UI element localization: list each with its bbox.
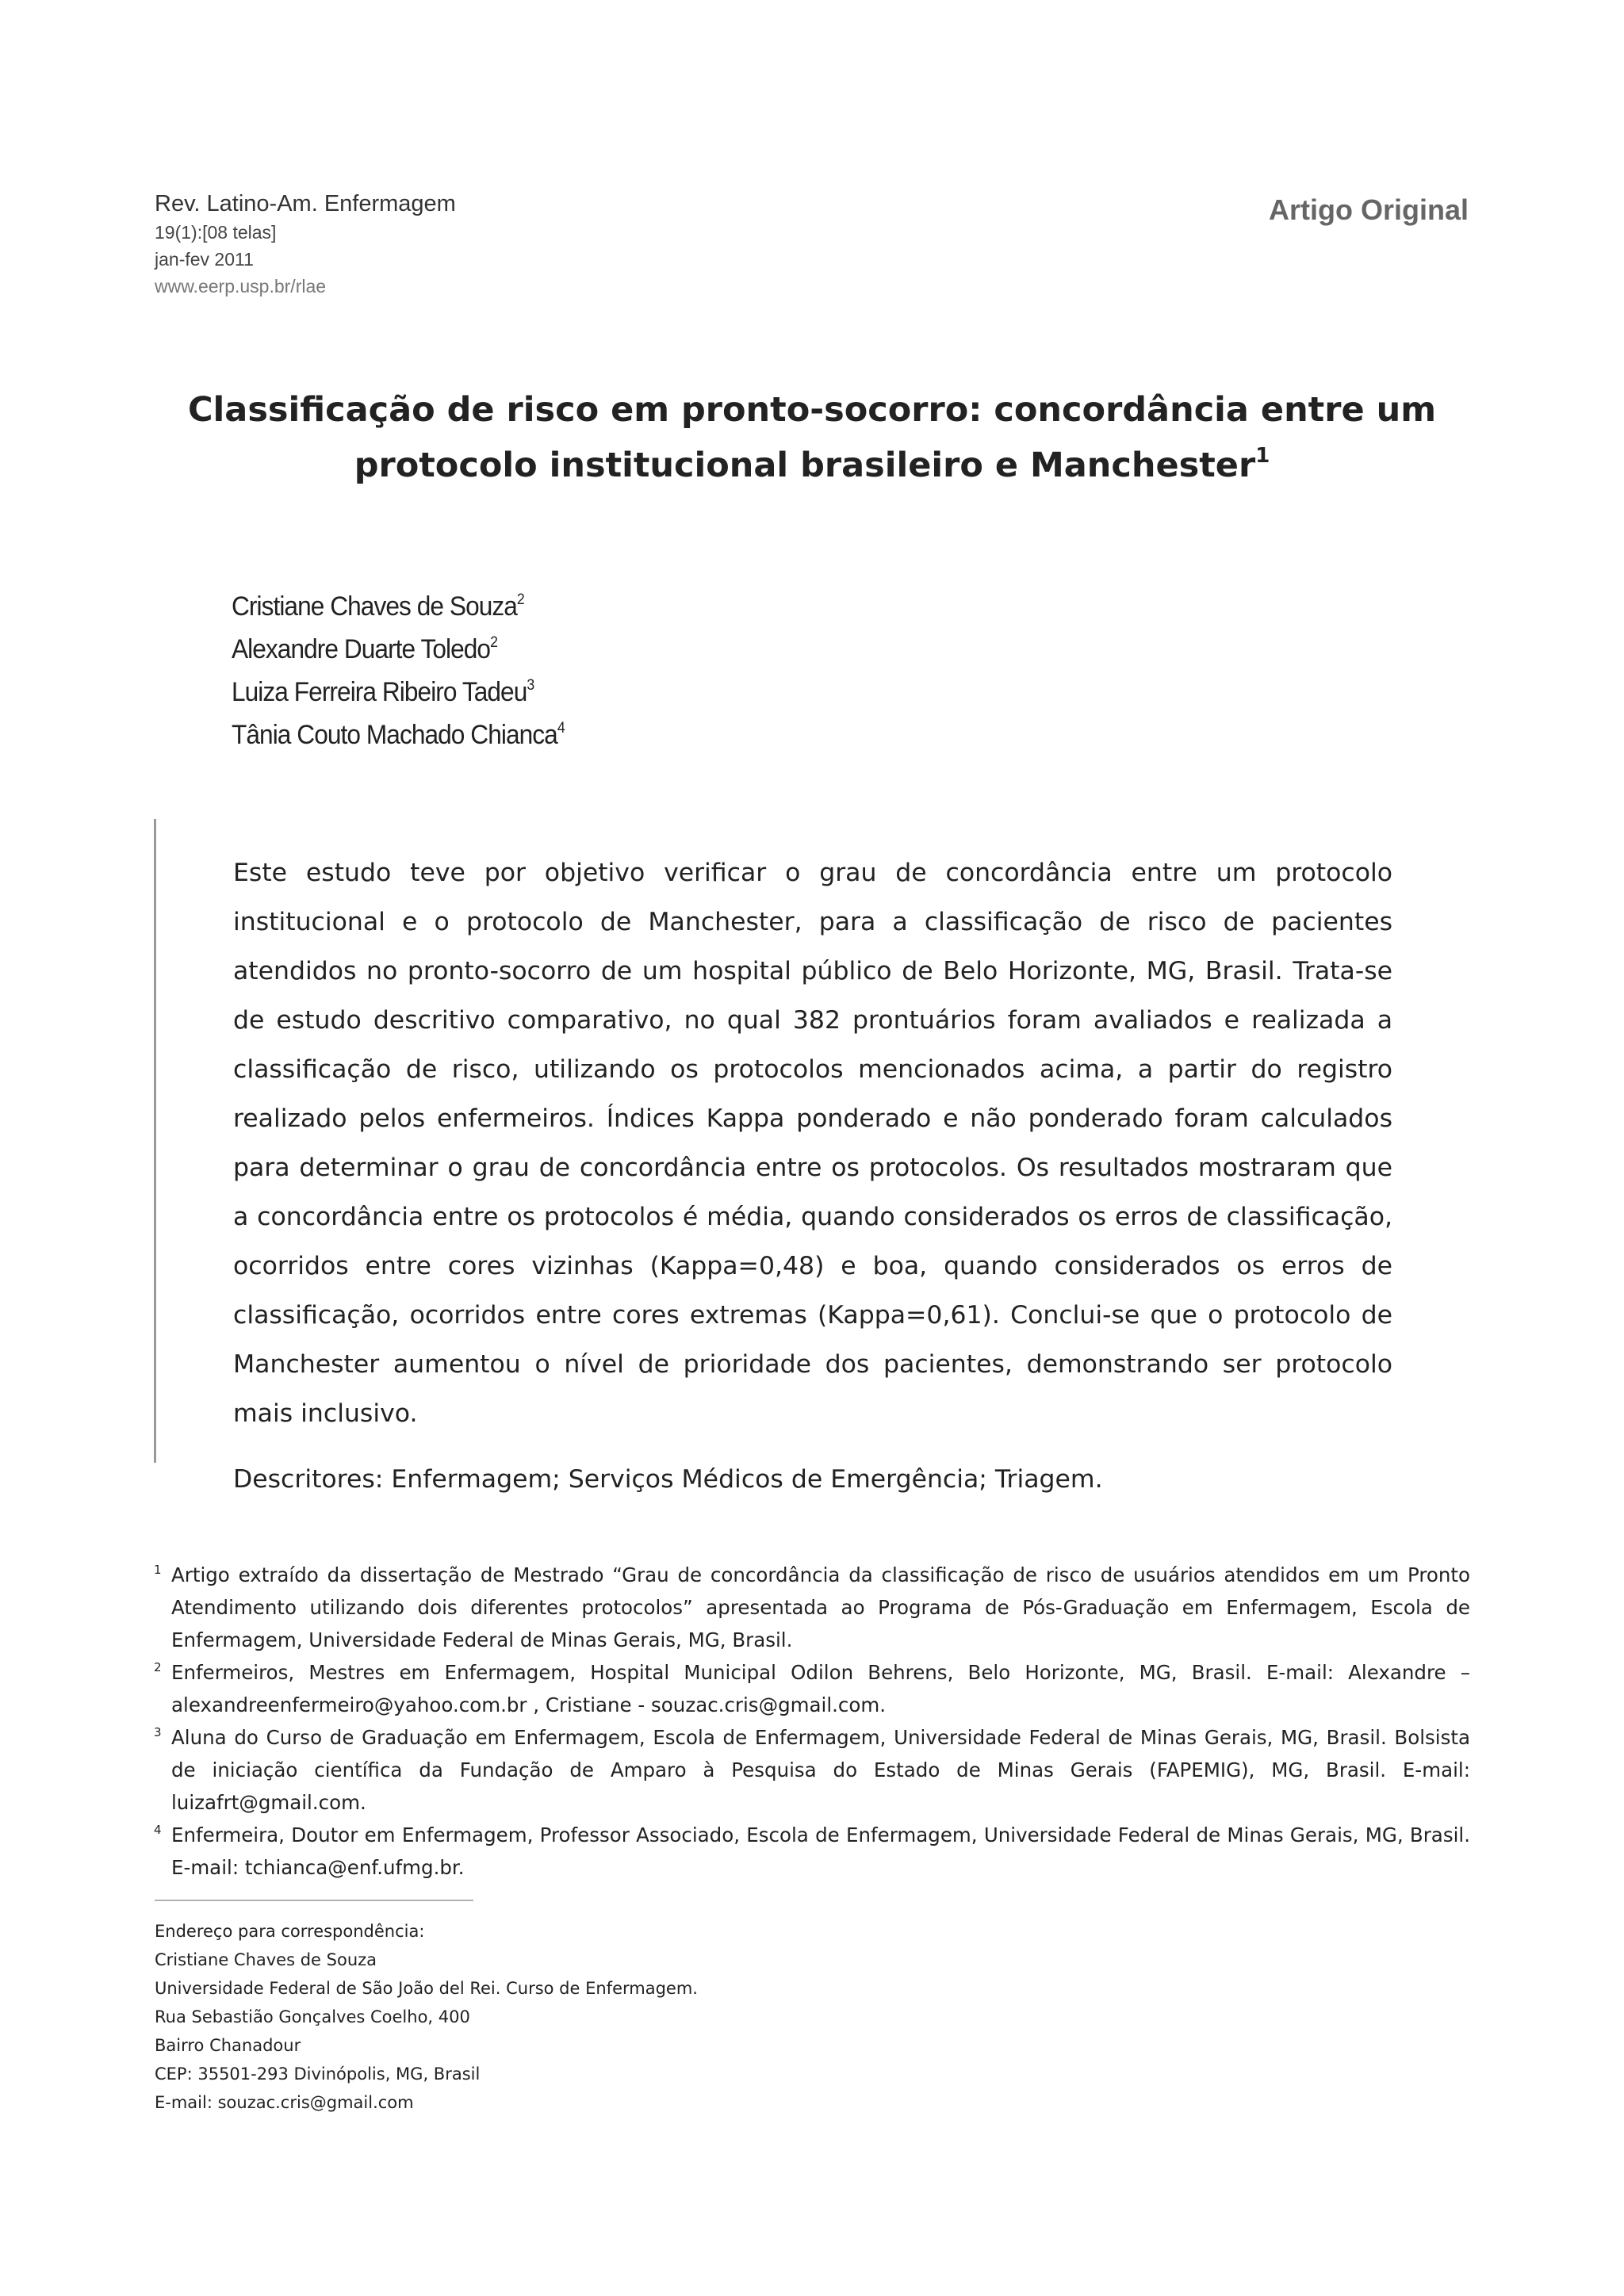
correspondence-postal: CEP: 35501-293 Divinópolis, MG, Brasil (155, 2064, 481, 2084)
correspondence-district: Bairro Chanadour (155, 2036, 301, 2055)
correspondence-street: Rua Sebastião Gonçalves Coelho, 400 (155, 2007, 470, 2026)
keywords: Descritores: Enfermagem; Serviços Médicos de Emergência; Triagem. (233, 1465, 1103, 1494)
footnote-item (154, 1721, 1470, 1819)
author-item (232, 585, 565, 628)
title-line-1: Classificação de risco em pronto-socorro: concordância entre um (188, 390, 1436, 430)
author-footnote-ref[interactable]: 4 (557, 720, 565, 737)
abstract-block (233, 848, 1392, 1495)
correspondence-name: Cristiane Chaves de Souza (155, 1950, 377, 1969)
correspondence-address (155, 1917, 698, 2117)
footnote-text: Artigo extraído da dissertação de Mestrado “Grau de concordância da classificação de risco de usuários atendidos em um Pronto Atendimento utilizando dois diferentes protocolos” apresentada ao Programa de Pós-Graduação em Enfermagem, Escola de Enfermagem, Universidade Federal de Minas Gerais, MG, Brasil. (171, 1563, 1470, 1651)
article-type: Artigo Original (1269, 193, 1469, 226)
journal-issue: 19(1):[08 telas] (155, 222, 277, 243)
author-name: Cristiane Chaves de Souza (232, 591, 517, 622)
footnote-item (154, 1559, 1470, 1656)
author-item (232, 628, 565, 671)
correspondence-email[interactable]: E-mail: souzac.cris@gmail.com (155, 2093, 414, 2112)
author-footnote-ref[interactable]: 2 (516, 591, 524, 608)
footnote-divider (155, 1900, 473, 1901)
footnote-text: Aluna do Curso de Graduação em Enfermagem, Escola de Enfermagem, Universidade Federal de Minas Gerais, MG, Brasil. Bolsista de iniciação científica da Fundação de Amparo à Pesquisa do Estado de Minas Gerais (FAPEMIG), MG, Brasil. E-mail: luizafrt@gmail.com. (171, 1726, 1470, 1814)
author-name: Luiza Ferreira Ribeiro Tadeu (232, 677, 527, 707)
journal-url[interactable]: www.eerp.usp.br/rlae (155, 276, 327, 297)
author-name: Tânia Couto Machado Chianca (232, 720, 557, 750)
journal-date: jan-fev 2011 (155, 249, 254, 270)
correspondence-heading: Endereço para correspondência: (155, 1922, 425, 1941)
abstract-text: Este estudo teve por objetivo verificar o grau de concordância entre um protocolo institucional e o protocolo de Manchester, para a classificação de risco de pacientes atendidos no pronto-socorro de um hospital público de Belo Horizonte, MG, Brasil. Trata-se de estudo descritivo comparativo, no qual 382 prontuários foram avaliados e realizada a classificação de risco, utilizando os protocolos mencionados acima, a partir do registro realizado pelos enfermeiros. Índices Kappa ponderado e não ponderado foram calculados para determinar o grau de concordância entre os protocolos. Os resultados mostraram que a concordância entre os protocolos é média, quando considerados os erros de classificação, ocorridos entre cores vizinhas (Kappa=0,48) e boa, quando considerados os erros de classificação, ocorridos entre cores extremas (Kappa=0,61). Conclui-se que o protocolo de Manchester aumentou o nível de prioridade dos pacientes, demonstrando ser protocolo mais inclusivo. (233, 859, 1392, 1428)
author-list (232, 585, 589, 756)
footnotes (154, 1559, 1470, 1884)
title-footnote-ref[interactable]: 1 (1255, 444, 1270, 468)
footnote-number: 2 (154, 1660, 162, 1674)
footnote-item (154, 1819, 1470, 1884)
footnote-text: Enfermeiros, Mestres em Enfermagem, Hospital Municipal Odilon Behrens, Belo Horizonte, MG, Brasil. E-mail: Alexandre – alexandreenfermeiro@yahoo.com.br , Cristiane - souzac.cris@gmail.com. (171, 1661, 1470, 1716)
correspondence-institution: Universidade Federal de São João del Rei. Curso de Enfermagem. (155, 1979, 698, 1998)
footnote-number: 4 (154, 1823, 162, 1837)
author-item (232, 714, 565, 756)
footnote-item (154, 1656, 1470, 1721)
title-line-2 (143, 438, 1481, 493)
footnote-number: 3 (154, 1725, 162, 1739)
title-line-2-text: protocolo institucional brasileiro e Manchester (354, 446, 1256, 485)
abstract-side-rule (154, 819, 156, 1463)
author-name: Alexandre Duarte Toledo (232, 634, 491, 664)
author-footnote-ref[interactable]: 2 (490, 634, 497, 651)
author-footnote-ref[interactable]: 3 (527, 677, 534, 694)
journal-name: Rev. Latino-Am. Enfermagem (155, 191, 456, 216)
author-item (232, 671, 565, 714)
journal-header (155, 189, 456, 300)
footnote-number: 1 (154, 1563, 162, 1577)
footnote-text: Enfermeira, Doutor em Enfermagem, Professor Associado, Escola de Enfermagem, Universidade Federal de Minas Gerais, MG, Brasil. E-mail: tchianca@enf.ufmg.br. (171, 1823, 1470, 1879)
article-title (143, 382, 1481, 493)
